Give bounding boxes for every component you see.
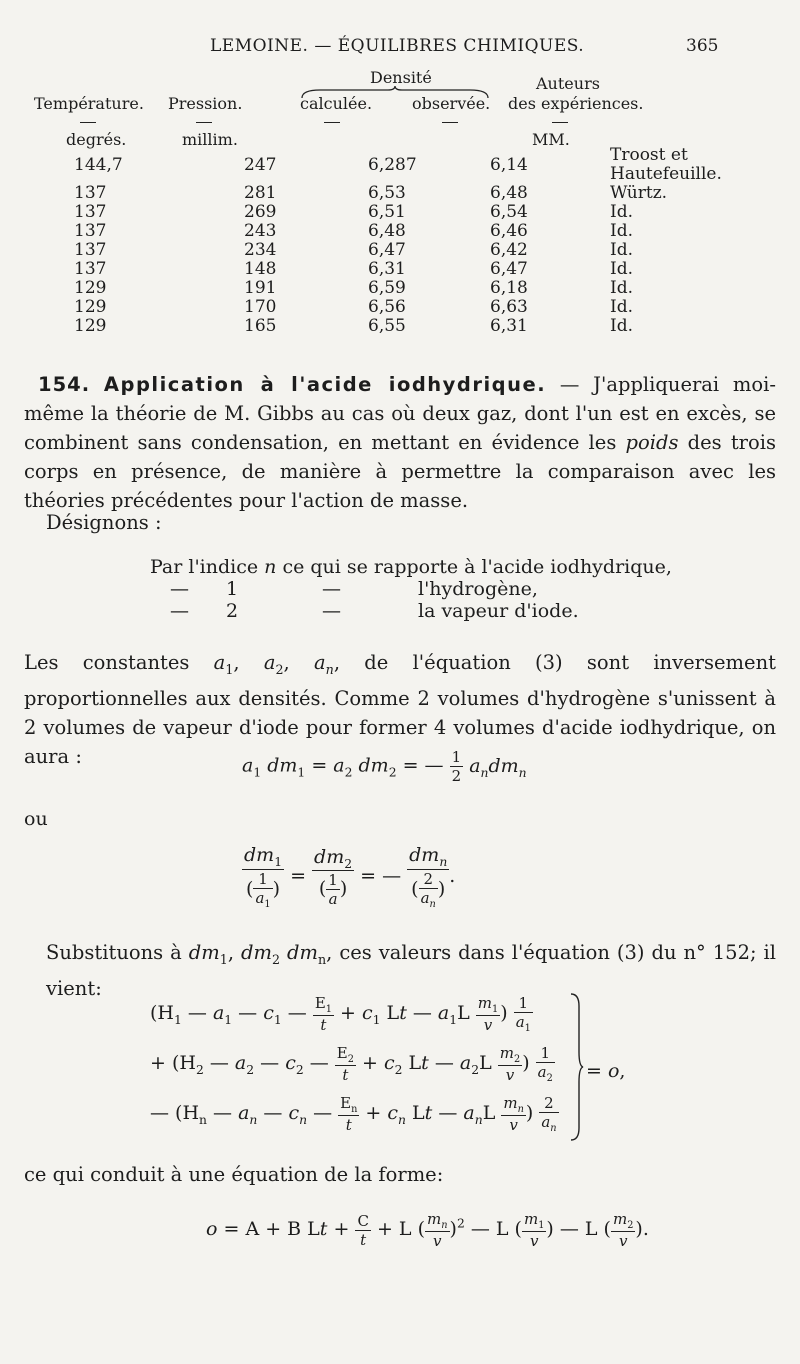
rule [552, 122, 568, 123]
table-cell: 191 [244, 278, 277, 298]
constants-paragraph: Les constantes $a_1$, $a_2$, $a_n$, de l'équation (3) sont inversement proportionnelles aux densités. Comme 2 volumes d'hydrogène s'unissent à 2 volumes de vapeur d'iode pour former 4 volumes d'acide iodhydrique, on aura : [24, 651, 776, 768]
rule [196, 122, 212, 123]
rule [324, 122, 340, 123]
unit-temperature: degrés. [66, 130, 127, 149]
rule [442, 122, 458, 123]
table-cell: Id. [610, 297, 634, 317]
table-cell: Id. [610, 202, 634, 222]
table-cell: 170 [244, 297, 277, 317]
table-cell: Id. [610, 221, 634, 241]
table-row [30, 203, 800, 222]
table-cell: 6,48 [368, 221, 406, 241]
table-row [30, 146, 800, 184]
table-cell: Würtz. [610, 183, 668, 203]
equation-mass-relation: $a_1$ $dm_1 = a_2$ $dm_2$ = — $\frac{1}{2}$ $a_ndm_n$ [242, 748, 527, 785]
page-number: 365 [686, 36, 719, 56]
table-cell: 6,54 [490, 202, 528, 222]
designons: Désignons : [46, 511, 162, 534]
definition-line-3: — 2 — la vapeur d'iode. [170, 600, 579, 622]
section-number: 154. [38, 373, 91, 396]
section-emphasis: poids [625, 431, 679, 454]
authors-header-1: Auteurs [536, 74, 600, 93]
table-row [30, 279, 800, 298]
table-cell: 6,287 [368, 154, 417, 175]
conclusion-paragraph: ce qui conduit à une équation de la forme: [24, 1163, 444, 1186]
table-cell: Id. [610, 316, 634, 336]
density-table [30, 146, 800, 336]
table-cell: 148 [244, 259, 277, 279]
table-cell: 6,56 [368, 297, 406, 317]
system-brace [568, 992, 584, 1142]
table-cell: 137 [74, 202, 107, 222]
equation-system-line-1: ($H_1$ — $a_1$ — $c_1$ — $\frac{E_1}{t}$ + $c_1$ Lt — $a_1L$ $\frac{m_1}{v}$ ) $\frac{1}{a_1}$ [150, 994, 531, 1034]
density-header: Densité [370, 68, 432, 87]
table-cell: 6,46 [490, 221, 528, 241]
table-cell: 6,31 [368, 259, 406, 279]
equation-system-line-3: — ($H_n$ — $a_n$ — $c_n$ — $\frac{E_n}{t}$ + $c_n$ Lt — $a_nL$ $\frac{m_n}{v}$ ) $\frac{2}{a_n}$ [150, 1094, 557, 1134]
table-cell: Troost et Hautefeuille. [610, 145, 722, 184]
rule [80, 122, 96, 123]
table-cell: Id. [610, 278, 634, 298]
substitution-paragraph: Substituons à $dm_1$, $dm_2$ $dm_n$, ces valeurs dans l'équation (3) du n° 152; il vient: [46, 941, 776, 1000]
table-cell: 6,63 [490, 297, 528, 317]
table-cell: 6,53 [368, 183, 406, 203]
table-cell: 6,48 [490, 183, 528, 203]
table-cell: 234 [244, 240, 277, 260]
table-cell: 129 [74, 297, 107, 317]
table-row [30, 317, 800, 336]
table-cell: 247 [244, 154, 277, 175]
table-cell: 6,51 [368, 202, 406, 222]
unit-pressure: millim. [182, 130, 238, 149]
section-text-b: des trois corps en présence, de manière à permettre la comparaison avec les théories précédentes pour l'action de masse. [24, 431, 776, 512]
unit-authors: MM. [532, 130, 570, 149]
table-cell: 6,47 [368, 240, 406, 260]
temperature-header: Température. [34, 94, 144, 113]
section-title: Application à l'acide iodhydrique. [103, 373, 547, 396]
table-cell: 129 [74, 316, 107, 336]
table-cell: Id. [610, 240, 634, 260]
table-cell: 6,47 [490, 259, 528, 279]
table-cell: 144,7 [74, 154, 123, 175]
table-cell: 6,42 [490, 240, 528, 260]
table-cell: 6,18 [490, 278, 528, 298]
table-cell: 6,31 [490, 316, 528, 336]
table-cell: 165 [244, 316, 277, 336]
table-cell: 6,55 [368, 316, 406, 336]
table-cell: 243 [244, 221, 277, 241]
ou-text: ou [24, 808, 48, 830]
section-paragraph [24, 370, 776, 515]
table-row [30, 241, 800, 260]
definition-line-1: Par l'indice n ce qui se rapporte à l'acide iodhydrique, [150, 556, 672, 578]
table-cell: 269 [244, 202, 277, 222]
table-cell: 137 [74, 183, 107, 203]
observed-header: observée. [412, 94, 491, 113]
equation-ratio: $dm_1$ ( $\frac{1}{a_1}$ ) = $dm_2$ ( $\frac{1}{a}$ ) = — $dm_n$ ( $\frac{2}{a_n}$ ) . [244, 844, 456, 910]
table-cell: 137 [74, 221, 107, 241]
table-row [30, 260, 800, 279]
running-head [0, 36, 800, 60]
running-title: LEMOINE. — ÉQUILIBRES CHIMIQUES. [210, 36, 585, 56]
table-cell: 6,59 [368, 278, 406, 298]
table-cell: 6,14 [490, 154, 528, 175]
table-cell: Id. [610, 259, 634, 279]
table-row [30, 184, 800, 203]
table-cell: 281 [244, 183, 277, 203]
section-text-a: — J'appliquerai moi-même la théorie de M. Gibbs au cas où deux gaz, dont l'un est en excès, se combinent sans condensation, en mettant en évidence les [24, 373, 776, 454]
pressure-header: Pression. [168, 94, 243, 113]
system-equals-zero: = o, [586, 1060, 626, 1082]
equation-system-line-2: + ($H_2$ — $a_2$ — $c_2$ — $\frac{E_2}{t}$ + $c_2$ Lt — $a_2L$ $\frac{m_2}{v}$ ) $\frac{1}{a_2}$ [150, 1044, 553, 1084]
table-cell: 129 [74, 278, 107, 298]
table-row [30, 298, 800, 317]
table-cell: 137 [74, 259, 107, 279]
table-cell: 137 [74, 240, 107, 260]
authors-header-2: des expériences. [508, 94, 644, 113]
table-row [30, 222, 800, 241]
calculated-header: calculée. [300, 94, 373, 113]
final-equation: o = A + B Lt + $\frac{C}{t}$ + L ( $\frac{m_n}{v}$ )$^2$ — L ( $\frac{m_1}{v}$ ) — L ( $\frac{m_2}{v}$ ). [206, 1210, 649, 1250]
definition-line-2: — 1 — l'hydrogène, [170, 578, 538, 600]
